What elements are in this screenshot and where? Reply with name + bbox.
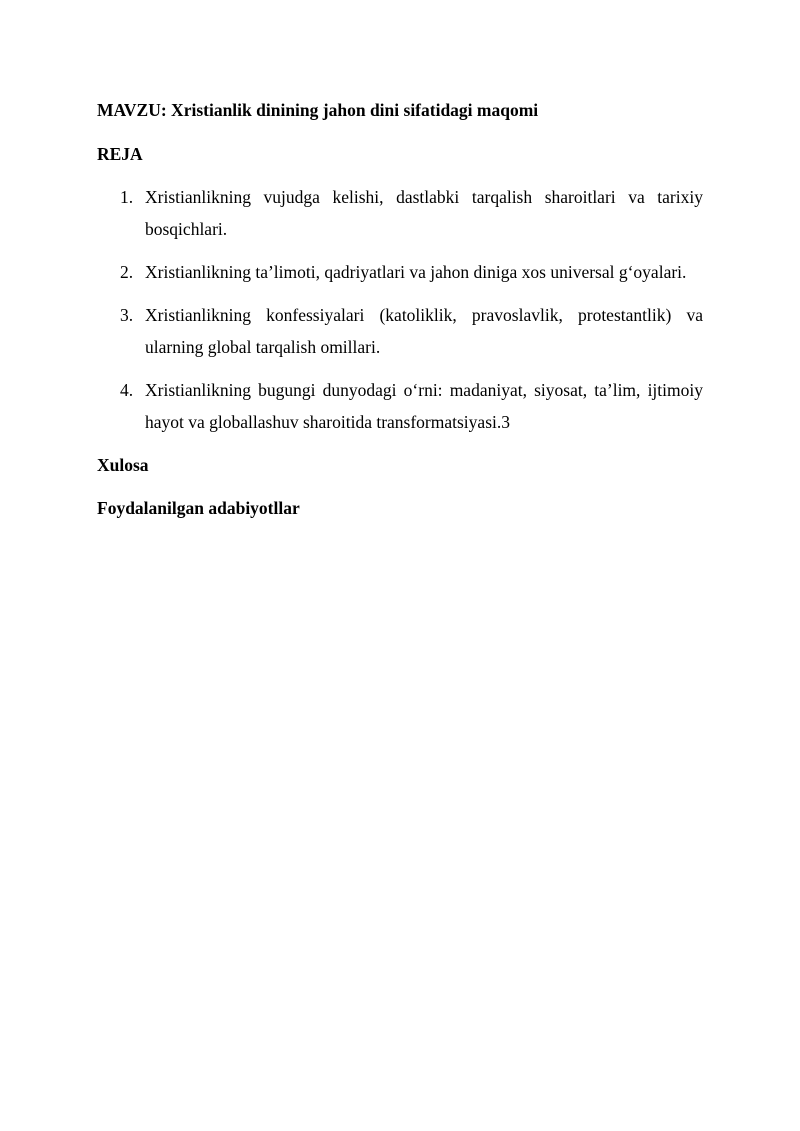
plan-item-text: Xristianlikning ta’limoti, qadriyatlari va jahon diniga xos universal g‘oyalari.: [145, 262, 687, 282]
plan-item-1: [97, 181, 703, 245]
plan-item-text: Xristianlikning vujudga kelishi, dastlabki tarqalish sharoitlari va tarixiy bosqichlari.: [145, 187, 703, 239]
references-heading: Foydalanilgan adabiyotllar: [97, 498, 300, 518]
plan-item-text: Xristianlikning bugungi dunyodagi o‘rni: madaniyat, siyosat, ta’lim, ijtimoiy hayot va globallashuv sharoitida transformatsiyasi.3: [145, 380, 703, 432]
plan-item-4: [97, 374, 703, 438]
plan-item-number: 3.: [120, 305, 134, 325]
document-body: [97, 94, 703, 524]
plan-heading: REJA: [97, 144, 143, 164]
plan-item-3: [97, 299, 703, 363]
plan-item-text: Xristianlikning konfessiyalari (katoliklik, pravoslavlik, protestantlik) va ularning global tarqalish omillari.: [145, 305, 703, 357]
plan-item-number: 1.: [120, 187, 134, 207]
plan-item-number: 2.: [120, 262, 134, 282]
plan-item-number: 4.: [120, 380, 134, 400]
document-title: MAVZU: Xristianlik dinining jahon dini sifatidagi maqomi: [97, 100, 539, 120]
conclusion-heading: Xulosa: [97, 455, 149, 475]
plan-item-2: [97, 256, 703, 288]
plan-list: [97, 181, 703, 438]
